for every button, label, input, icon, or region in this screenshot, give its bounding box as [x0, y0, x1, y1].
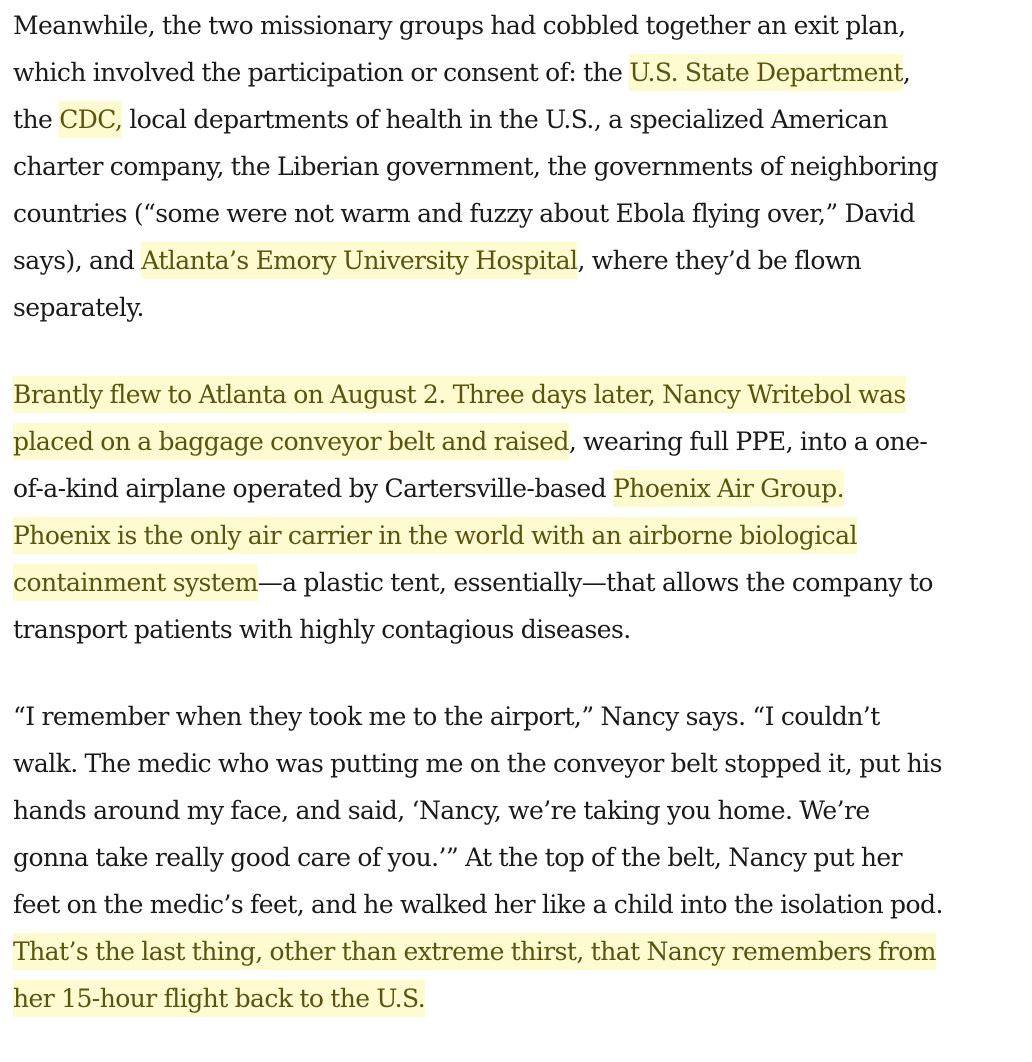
paragraph-2: [13, 371, 1025, 653]
text-run: , wearing full PPE, into a one-: [568, 427, 928, 456]
text-line: [13, 787, 1025, 834]
text-line: [13, 928, 1025, 975]
paragraph-1: [13, 2, 1025, 331]
text-run: which involved the participation or consent of: the: [13, 58, 630, 87]
highlighted-text: placed on a baggage conveyor belt and raised: [13, 423, 569, 460]
text-run: says), and: [13, 246, 142, 275]
text-line: [13, 237, 1025, 284]
text-run: Meanwhile, the two missionary groups had cobbled together an exit plan,: [13, 11, 906, 40]
text-line: [13, 418, 1025, 465]
text-run: local departments of health in the U.S., a specialized American: [122, 105, 888, 134]
highlighted-text: CDC,: [59, 101, 122, 138]
text-run: ,: [902, 58, 911, 87]
highlighted-text: containment system: [13, 564, 258, 601]
text-line: [13, 49, 1025, 96]
highlighted-text: Brantly flew to Atlanta on August 2. Three days later, Nancy Writebol was: [13, 376, 906, 413]
text-run: hands around my face, and said, ‘Nancy, we’re taking you home. We’re: [13, 796, 870, 825]
text-run: feet on the medic’s feet, and he walked her like a child into the isolation pod.: [13, 890, 943, 919]
text-run: , where they’d be flown: [577, 246, 862, 275]
paragraph-3: [13, 693, 1025, 1022]
text-run: “I remember when they took me to the airport,” Nancy says. “I couldn’t: [13, 702, 880, 731]
text-run: transport patients with highly contagious diseases.: [13, 615, 631, 644]
text-run: countries (“some were not warm and fuzzy about Ebola flying over,” David: [13, 199, 915, 228]
highlighted-text: U.S. State Department: [629, 54, 903, 91]
text-line: [13, 465, 1025, 512]
highlighted-text: Phoenix Air Group.: [613, 470, 844, 507]
text-line: [13, 881, 1025, 928]
highlighted-text: her 15-hour flight back to the U.S.: [13, 980, 425, 1017]
text-run: walk. The medic who was putting me on the conveyor belt stopped it, put his: [13, 749, 942, 778]
text-run: —a plastic tent, essentially—that allows the company to: [257, 568, 933, 597]
text-line: [13, 693, 1025, 740]
highlighted-text: Atlanta’s Emory University Hospital: [141, 242, 577, 279]
text-run: the: [13, 105, 60, 134]
text-line: [13, 96, 1025, 143]
text-line: [13, 371, 1025, 418]
highlighted-text: Phoenix is the only air carrier in the world with an airborne biological: [13, 517, 857, 554]
text-run: separately.: [13, 293, 144, 322]
text-line: [13, 2, 1025, 49]
text-line: [13, 740, 1025, 787]
text-line: [13, 834, 1025, 881]
text-run: gonna take really good care of you.’” At the top of the belt, Nancy put her: [13, 843, 903, 872]
text-line: [13, 190, 1025, 237]
article-body: [13, 2, 1025, 1062]
text-run: of-a-kind airplane operated by Cartersville-based: [13, 474, 614, 503]
text-line: [13, 606, 1025, 653]
highlighted-text: That’s the last thing, other than extreme thirst, that Nancy remembers from: [13, 933, 936, 970]
text-line: [13, 143, 1025, 190]
text-run: charter company, the Liberian government, the governments of neighboring: [13, 152, 939, 181]
text-line: [13, 284, 1025, 331]
text-line: [13, 559, 1025, 606]
text-line: [13, 975, 1025, 1022]
text-line: [13, 512, 1025, 559]
